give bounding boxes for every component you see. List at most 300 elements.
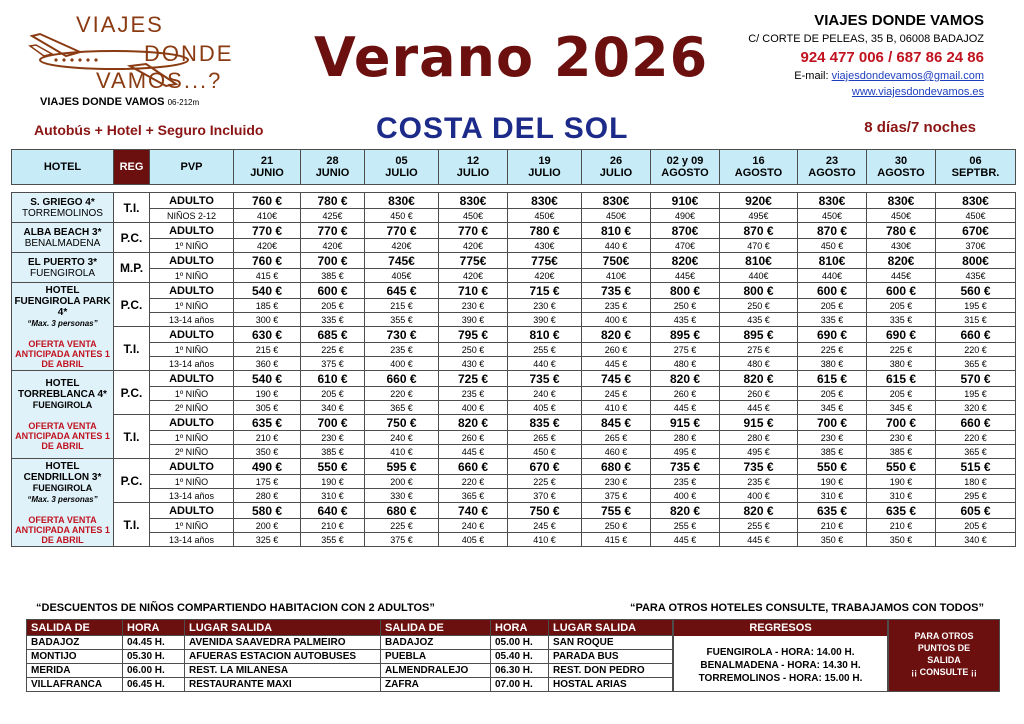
price-cell: 420€ [508, 269, 582, 283]
table-row [12, 283, 1016, 299]
email-label: E-mail: [794, 70, 829, 82]
price-cell: 400 € [439, 401, 508, 415]
early-booking-offer: OFERTA VENTA ANTICIPADA ANTES 1 DE ABRIL [15, 338, 110, 369]
table-row [12, 193, 1016, 209]
agency-license: 06-212m [167, 98, 200, 107]
price-cell: 210 € [867, 519, 936, 533]
price-cell: 200 € [365, 475, 439, 489]
spacer-cell [12, 185, 1016, 193]
price-cell: 335 € [798, 313, 867, 327]
price-cell: 280 € [720, 431, 798, 445]
price-cell: 435 € [651, 313, 720, 327]
price-cell: 715 € [508, 283, 582, 299]
price-cell: 365 € [936, 445, 1016, 459]
header-date: 19 JULIO [508, 150, 582, 185]
price-cell: 740 € [439, 503, 508, 519]
price-cell: 280 € [234, 489, 301, 503]
price-cell: 470€ [651, 239, 720, 253]
price-row-label: 1º NIÑO [150, 475, 234, 489]
price-cell: 755 € [582, 503, 651, 519]
price-cell: 445 € [651, 533, 720, 547]
price-cell: 175 € [234, 475, 301, 489]
price-cell: 420€ [234, 239, 301, 253]
price-cell: 205 € [301, 387, 365, 401]
price-cell: 185 € [234, 299, 301, 313]
price-cell: 250 € [720, 299, 798, 313]
header-hotel: HOTEL [12, 150, 114, 185]
price-cell: 215 € [365, 299, 439, 313]
price-cell: 400 € [651, 489, 720, 503]
price-cell: 215 € [234, 343, 301, 357]
dep-header: LUGAR SALIDA [185, 620, 381, 636]
price-cell: 870€ [651, 223, 720, 239]
price-cell: 830€ [936, 193, 1016, 209]
price-cell: 445 € [439, 445, 508, 459]
price-cell: 235 € [651, 475, 720, 489]
price-cell: 830€ [867, 193, 936, 209]
price-row-label: ADULTO [150, 459, 234, 475]
price-cell: 870 € [798, 223, 867, 239]
hotel-location: BENALMADENA [24, 237, 101, 249]
header-date: 12 JULIO [439, 150, 508, 185]
price-cell: 820 € [720, 371, 798, 387]
price-cell: 760 € [234, 253, 301, 269]
price-cell: 410 € [508, 533, 582, 547]
price-cell: 450€ [508, 209, 582, 223]
header-reg: REG [114, 150, 150, 185]
price-cell: 430 € [439, 357, 508, 371]
price-cell: 300 € [234, 313, 301, 327]
departure-cell: BADAJOZ [381, 636, 491, 650]
header-date: 05 JULIO [365, 150, 439, 185]
price-cell: 550 € [867, 459, 936, 475]
price-cell: 550 € [301, 459, 365, 475]
price-cell: 830€ [582, 193, 651, 209]
price-cell: 205 € [301, 299, 365, 313]
price-cell: 600 € [798, 283, 867, 299]
header-pvp: PVP [150, 150, 234, 185]
board-type: P.C. [114, 283, 150, 327]
price-cell: 240 € [508, 387, 582, 401]
header-date: 26 JULIO [582, 150, 651, 185]
price-cell: 180 € [936, 475, 1016, 489]
returns-list [674, 636, 887, 685]
price-cell: 345 € [798, 401, 867, 415]
price-row-label: 13-14 años [150, 533, 234, 547]
price-cell: 780 € [301, 193, 365, 209]
price-cell: 460 € [582, 445, 651, 459]
price-cell: 750 € [365, 415, 439, 431]
price-cell: 295 € [936, 489, 1016, 503]
price-cell: 190 € [798, 475, 867, 489]
hotel-name: S. GRIEGO 4* [30, 196, 95, 208]
price-cell: 400 € [365, 357, 439, 371]
price-cell: 250 € [651, 299, 720, 313]
price-cell: 230 € [582, 475, 651, 489]
price-row-label: 13-14 años [150, 357, 234, 371]
hotel-name: ALBA BEACH 3* [23, 226, 102, 238]
price-cell: 660 € [936, 415, 1016, 431]
price-cell: 450€ [936, 209, 1016, 223]
price-cell: 230 € [798, 431, 867, 445]
price-cell: 250 € [439, 343, 508, 357]
price-cell: 770 € [439, 223, 508, 239]
price-cell: 380 € [798, 357, 867, 371]
table-row [12, 431, 1016, 445]
table-row [12, 445, 1016, 459]
table-row [12, 387, 1016, 401]
price-cell: 735 € [508, 371, 582, 387]
departure-cell: ALMENDRALEJO [381, 664, 491, 678]
price-cell: 635 € [798, 503, 867, 519]
price-cell: 420€ [439, 239, 508, 253]
price-row-label: NIÑOS 2-12 [150, 209, 234, 223]
price-cell: 260 € [651, 387, 720, 401]
price-row-label: 1º NIÑO [150, 387, 234, 401]
price-cell: 205 € [936, 519, 1016, 533]
board-type: P.C. [114, 459, 150, 503]
price-cell: 735 € [651, 459, 720, 475]
price-cell: 310 € [867, 489, 936, 503]
price-cell: 220 € [936, 343, 1016, 357]
price-cell: 495 € [651, 445, 720, 459]
price-cell: 445€ [651, 269, 720, 283]
price-cell: 440€ [720, 269, 798, 283]
price-cell: 250 € [582, 519, 651, 533]
website-link[interactable]: www.viajesdondevamos.es [851, 86, 984, 98]
price-cell: 750€ [582, 253, 651, 269]
departure-cell: SAN ROQUE [549, 636, 673, 650]
price-cell: 365 € [365, 401, 439, 415]
logo-line-2: DONDE [144, 41, 234, 66]
price-cell: 440€ [798, 269, 867, 283]
price-cell: 820 € [651, 371, 720, 387]
price-cell: 260 € [720, 387, 798, 401]
contact-email-row [748, 70, 984, 82]
price-cell: 915 € [720, 415, 798, 431]
contact-block [748, 12, 984, 98]
price-cell: 280 € [651, 431, 720, 445]
price-cell: 230 € [867, 431, 936, 445]
other-departures-box [888, 619, 1000, 692]
price-cell: 635 € [234, 415, 301, 431]
agency-logo [26, 12, 236, 98]
price-cell: 375 € [301, 357, 365, 371]
price-table [11, 149, 1016, 547]
price-row-label: ADULTO [150, 503, 234, 519]
header-date: 30 AGOSTO [867, 150, 936, 185]
table-row [12, 459, 1016, 475]
price-cell: 700 € [867, 415, 936, 431]
hotel-location: TORREMOLINOS [22, 207, 103, 219]
price-cell: 615 € [867, 371, 936, 387]
table-row [12, 519, 1016, 533]
contact-address: C/ CORTE DE PELEAS, 35 B, 06008 BADAJOZ [748, 33, 984, 45]
price-cell: 610 € [301, 371, 365, 387]
price-cell: 375 € [365, 533, 439, 547]
price-cell: 415 € [582, 533, 651, 547]
price-cell: 490 € [234, 459, 301, 475]
price-row-label: 1º NIÑO [150, 519, 234, 533]
price-cell: 710 € [439, 283, 508, 299]
price-cell: 265 € [582, 431, 651, 445]
header-date: 16 AGOSTO [720, 150, 798, 185]
price-cell: 410€ [582, 269, 651, 283]
price-cell: 365 € [936, 357, 1016, 371]
departures-table [26, 619, 673, 692]
price-cell: 820 € [720, 503, 798, 519]
price-cell: 450€ [439, 209, 508, 223]
price-cell: 445€ [867, 269, 936, 283]
price-cell: 570 € [936, 371, 1016, 387]
table-row [12, 371, 1016, 387]
hotel-capacity-note: “Max. 3 personas” [27, 318, 98, 328]
price-cell: 230 € [508, 299, 582, 313]
trip-duration: 8 días/7 noches [864, 119, 976, 136]
price-cell: 190 € [301, 475, 365, 489]
price-cell: 450€ [582, 209, 651, 223]
board-type: T.I. [114, 327, 150, 371]
price-cell: 660 € [439, 459, 508, 475]
price-cell: 225 € [867, 343, 936, 357]
price-row-label: ADULTO [150, 223, 234, 239]
price-cell: 245 € [508, 519, 582, 533]
price-cell: 315 € [936, 313, 1016, 327]
price-cell: 195 € [936, 299, 1016, 313]
price-cell: 220 € [439, 475, 508, 489]
header-date: 06 SEPTBR. [936, 150, 1016, 185]
returns-box [673, 619, 888, 692]
price-cell: 690 € [867, 327, 936, 343]
departure-cell: REST. DON PEDRO [549, 664, 673, 678]
price-cell: 235 € [365, 343, 439, 357]
price-cell: 190 € [234, 387, 301, 401]
departure-cell: VILLAFRANCA [27, 678, 123, 692]
price-cell: 255 € [651, 519, 720, 533]
price-cell: 560 € [936, 283, 1016, 299]
price-cell: 615 € [798, 371, 867, 387]
price-cell: 225 € [508, 475, 582, 489]
price-cell: 450 € [508, 445, 582, 459]
children-discount-note: “DESCUENTOS DE NIÑOS COMPARTIENDO HABITACION CON 2 ADULTOS” [36, 602, 435, 614]
price-row-label: ADULTO [150, 283, 234, 299]
header-date: 28 JUNIO [301, 150, 365, 185]
table-row [12, 327, 1016, 343]
price-cell: 750 € [508, 503, 582, 519]
price-cell: 775€ [508, 253, 582, 269]
page-title: Verano 2026 [314, 26, 709, 89]
price-cell: 345 € [867, 401, 936, 415]
table-row [12, 253, 1016, 269]
hotel-name: HOTEL TORREBLANCA 4* [18, 378, 107, 400]
price-cell: 410€ [234, 209, 301, 223]
price-cell: 445 € [720, 401, 798, 415]
board-type: P.C. [114, 371, 150, 415]
price-cell: 420€ [301, 239, 365, 253]
price-cell: 845 € [582, 415, 651, 431]
price-row-label: 1º NIÑO [150, 239, 234, 253]
price-cell: 640 € [301, 503, 365, 519]
price-cell: 550 € [798, 459, 867, 475]
price-cell: 830€ [365, 193, 439, 209]
logo-line-1: VIAJES [76, 12, 164, 37]
price-cell: 405 € [508, 401, 582, 415]
departure-cell: AVENIDA SAAVEDRA PALMEIRO [185, 636, 381, 650]
price-cell: 820 € [651, 503, 720, 519]
price-cell: 915 € [651, 415, 720, 431]
departure-cell: 06.00 H. [123, 664, 185, 678]
price-row-label: 13-14 años [150, 489, 234, 503]
price-cell: 420€ [365, 239, 439, 253]
table-row [12, 401, 1016, 415]
price-cell: 770 € [234, 223, 301, 239]
price-cell: 390 € [508, 313, 582, 327]
departure-cell: AFUERAS ESTACION AUTOBUSES [185, 650, 381, 664]
price-cell: 725 € [439, 371, 508, 387]
hotel-name: EL PUERTO 3* [27, 256, 98, 268]
price-cell: 635 € [867, 503, 936, 519]
price-cell: 370€ [936, 239, 1016, 253]
returns-header: REGRESOS [674, 620, 887, 636]
price-cell: 910€ [651, 193, 720, 209]
price-cell: 760 € [234, 193, 301, 209]
table-row [12, 475, 1016, 489]
price-cell: 600 € [301, 283, 365, 299]
dep-header: HORA [491, 620, 549, 636]
price-cell: 305 € [234, 401, 301, 415]
price-cell: 325 € [234, 533, 301, 547]
price-cell: 810 € [508, 327, 582, 343]
price-cell: 820 € [582, 327, 651, 343]
price-cell: 835 € [508, 415, 582, 431]
price-cell: 735 € [582, 283, 651, 299]
price-cell: 780 € [508, 223, 582, 239]
price-row-label: ADULTO [150, 371, 234, 387]
departure-cell: BADAJOZ [27, 636, 123, 650]
price-cell: 410 € [365, 445, 439, 459]
email-link[interactable]: viajesdondevamos@gmail.com [831, 70, 984, 82]
hotel-location: FUENGIROLA [29, 267, 95, 279]
price-cell: 660 € [936, 327, 1016, 343]
price-row-label: 2º NIÑO [150, 401, 234, 415]
table-row [12, 313, 1016, 327]
price-cell: 690 € [798, 327, 867, 343]
return-line: BENALMADENA - HORA: 14.30 H. [700, 660, 861, 671]
departure-cell: PARADA BUS [549, 650, 673, 664]
price-cell: 350 € [234, 445, 301, 459]
price-cell: 605 € [936, 503, 1016, 519]
price-cell: 480 € [651, 357, 720, 371]
price-cell: 220 € [365, 387, 439, 401]
price-cell: 450 € [365, 209, 439, 223]
departure-cell: RESTAURANTE MAXI [185, 678, 381, 692]
price-cell: 645 € [365, 283, 439, 299]
price-cell: 445 € [651, 401, 720, 415]
departure-cell: ZAFRA [381, 678, 491, 692]
others-line: PUNTOS DE [917, 643, 971, 653]
price-cell: 265 € [508, 431, 582, 445]
price-cell: 770 € [301, 223, 365, 239]
price-cell: 810€ [720, 253, 798, 269]
price-cell: 415 € [234, 269, 301, 283]
departure-cell: 06.45 H. [123, 678, 185, 692]
early-booking-offer: OFERTA VENTA ANTICIPADA ANTES 1 DE ABRIL [15, 421, 110, 451]
price-cell: 400 € [720, 489, 798, 503]
price-cell: 435€ [936, 269, 1016, 283]
departures-header [27, 620, 673, 636]
price-cell: 830€ [439, 193, 508, 209]
price-cell: 800€ [936, 253, 1016, 269]
price-cell: 205 € [798, 387, 867, 401]
table-row [12, 533, 1016, 547]
price-cell: 495 € [720, 445, 798, 459]
board-type: T.I. [114, 503, 150, 547]
price-cell: 540 € [234, 283, 301, 299]
price-cell: 355 € [301, 533, 365, 547]
price-cell: 870 € [720, 223, 798, 239]
hotel-cell [12, 283, 114, 371]
price-cell: 700 € [301, 415, 365, 431]
price-cell: 630 € [234, 327, 301, 343]
price-cell: 195 € [936, 387, 1016, 401]
departure-cell: 07.00 H. [491, 678, 549, 692]
price-cell: 430€ [508, 239, 582, 253]
price-cell: 210 € [798, 519, 867, 533]
price-cell: 390 € [439, 313, 508, 327]
board-type: M.P. [114, 253, 150, 283]
price-cell: 660 € [365, 371, 439, 387]
price-cell: 235 € [439, 387, 508, 401]
price-cell: 730 € [365, 327, 439, 343]
price-cell: 350 € [867, 533, 936, 547]
departure-cell: PUEBLA [381, 650, 491, 664]
price-cell: 235 € [582, 299, 651, 313]
price-cell: 540 € [234, 371, 301, 387]
price-cell: 680 € [582, 459, 651, 475]
price-cell: 335 € [867, 313, 936, 327]
others-line: PARA OTROS [914, 631, 974, 641]
dep-header: HORA [123, 620, 185, 636]
price-cell: 830€ [798, 193, 867, 209]
price-cell: 405€ [365, 269, 439, 283]
price-cell: 770 € [365, 223, 439, 239]
table-row [12, 299, 1016, 313]
price-cell: 480 € [720, 357, 798, 371]
price-row-label: 1º NIÑO [150, 299, 234, 313]
price-cell: 895 € [651, 327, 720, 343]
price-cell: 470 € [720, 239, 798, 253]
price-cell: 430€ [867, 239, 936, 253]
hotel-location: FUENGIROLA [32, 482, 93, 493]
price-cell: 830€ [508, 193, 582, 209]
price-cell: 745€ [365, 253, 439, 269]
price-cell: 450€ [798, 209, 867, 223]
table-spacer [12, 185, 1016, 193]
price-cell: 920€ [720, 193, 798, 209]
price-cell: 820€ [651, 253, 720, 269]
price-cell: 310 € [798, 489, 867, 503]
price-cell: 340 € [301, 401, 365, 415]
others-line: ¡¡ CONSULTE ¡¡ [911, 667, 977, 677]
table-row [12, 239, 1016, 253]
others-line: SALIDA [927, 655, 961, 665]
price-cell: 800 € [720, 283, 798, 299]
departure-row [27, 678, 673, 692]
price-cell: 435 € [720, 313, 798, 327]
price-row-label: 1º NIÑO [150, 431, 234, 445]
return-line: TORREMOLINOS - HORA: 15.00 H. [698, 673, 863, 684]
price-cell: 440 € [582, 239, 651, 253]
